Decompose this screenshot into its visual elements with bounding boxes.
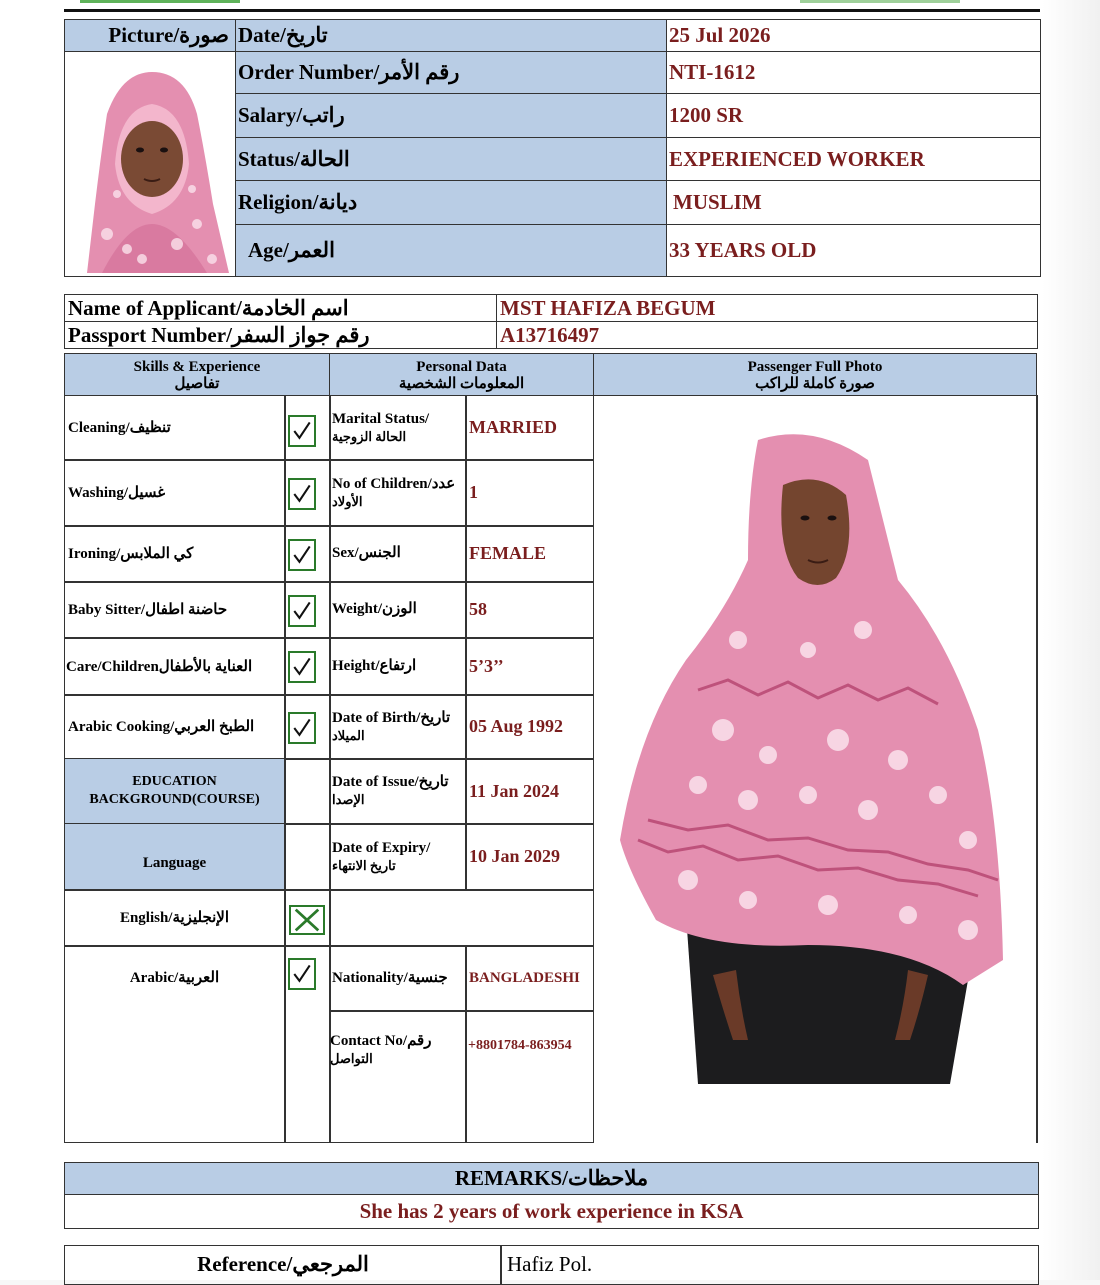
skill-label: Washing/غسيل bbox=[68, 485, 166, 501]
passport-label: Passport Number/رقم جواز السفر bbox=[65, 322, 497, 349]
label-line: تاريخ الانتهاء bbox=[332, 857, 396, 873]
religion-value: MUSLIM bbox=[667, 181, 1041, 225]
nationality-value: BANGLADESHI bbox=[469, 969, 580, 986]
date-label: Date/تاريخ bbox=[236, 20, 667, 52]
skill-label: Ironing/كي الملابس bbox=[68, 546, 194, 562]
weight-value: 58 bbox=[469, 599, 487, 619]
order-label: Order Number/رقم الأمر bbox=[236, 52, 667, 94]
age-value: 33 YEARS OLD bbox=[667, 225, 1041, 277]
top-rule bbox=[64, 9, 1040, 12]
grid-divider bbox=[465, 395, 467, 889]
expiry-label bbox=[332, 824, 465, 889]
arabic-label: Arabic/العربية bbox=[129, 969, 220, 986]
label-line: Contact No/رقم bbox=[330, 1033, 432, 1049]
check-icon bbox=[288, 595, 316, 627]
skills-header bbox=[64, 353, 330, 396]
applicant-full-photo bbox=[608, 400, 1036, 1090]
skill-label: Arabic Cooking/الطبخ العربي bbox=[68, 719, 255, 735]
height-value: 5’3’’ bbox=[469, 655, 504, 676]
label-line: الميلاد bbox=[332, 727, 365, 743]
cross-icon bbox=[289, 905, 325, 935]
personal-header bbox=[329, 353, 594, 396]
name-label: Name of Applicant/اسم الخادمة bbox=[65, 295, 497, 322]
check-icon bbox=[288, 539, 316, 571]
education-line1: EDUCATION bbox=[132, 774, 217, 789]
photo-header-ar: صورة كاملة للراكب bbox=[755, 376, 875, 392]
check-icon bbox=[288, 478, 316, 510]
religion-label: Religion/ديانة bbox=[236, 181, 667, 225]
nationality-label: Nationality/جنسية bbox=[332, 969, 448, 986]
language-label: Language bbox=[142, 855, 207, 871]
weight-label: Weight/الوزن bbox=[332, 601, 417, 617]
date-value: 25 Jul 2026 bbox=[667, 20, 1041, 52]
status-label: Status/الحالة bbox=[236, 138, 667, 181]
check-icon bbox=[288, 958, 316, 990]
marital-value: MARRIED bbox=[469, 417, 557, 437]
picture-label: Picture/صورة bbox=[65, 20, 236, 52]
label-line: التواصل bbox=[330, 1051, 373, 1066]
grid-divider bbox=[1036, 395, 1038, 1143]
applicant-portrait-photo bbox=[67, 54, 233, 273]
children-value: 1 bbox=[469, 482, 478, 502]
label-line: الأولاد bbox=[332, 493, 363, 509]
right-shadow bbox=[1042, 0, 1100, 1280]
salary-value: 1200 SR bbox=[667, 94, 1041, 138]
remarks-title: REMARKS/ملاحظات bbox=[64, 1162, 1039, 1195]
skill-label: Cleaning/تنظيف bbox=[68, 420, 171, 436]
reference-label: Reference/المرجعي bbox=[64, 1245, 502, 1285]
top-green-strip-right bbox=[800, 0, 960, 3]
row-line bbox=[329, 889, 594, 891]
skill-label: Care/Childrenالعناية بالأطفال bbox=[66, 658, 253, 675]
personal-header-en: Personal Data bbox=[416, 359, 507, 375]
label-line: الحالة الزوجية bbox=[332, 428, 407, 444]
education-label bbox=[65, 759, 284, 823]
check-icon bbox=[288, 712, 316, 744]
expiry-value: 10 Jan 2029 bbox=[469, 846, 561, 866]
issue-label bbox=[332, 759, 465, 823]
label-line: الإصدا bbox=[332, 792, 365, 807]
label-line: Date of Issue/تاريخ bbox=[332, 774, 449, 790]
check-icon bbox=[288, 415, 316, 447]
english-label: English/الإنجليزية bbox=[119, 910, 230, 926]
contact-value: +8801784-863954 bbox=[468, 1038, 572, 1053]
contact-label bbox=[330, 1030, 465, 1070]
issue-value: 11 Jan 2024 bbox=[469, 780, 560, 801]
top-green-strip bbox=[80, 0, 240, 3]
grid-divider bbox=[465, 945, 467, 1143]
applicant-table bbox=[64, 294, 1038, 349]
grid-divider bbox=[284, 395, 286, 1143]
sex-value: FEMALE bbox=[469, 543, 547, 563]
check-icon bbox=[288, 651, 316, 683]
skills-header-ar: تفاصيل bbox=[174, 376, 220, 392]
salary-label: Salary/راتب bbox=[236, 94, 667, 138]
passport-value: A13716497 bbox=[497, 322, 1038, 349]
skills-header-en: Skills & Experience bbox=[133, 359, 261, 375]
order-value: NTI-1612 bbox=[667, 52, 1041, 94]
marital-label bbox=[332, 396, 465, 459]
dob-label bbox=[332, 695, 465, 758]
row-line bbox=[329, 1010, 594, 1012]
remarks-text: She has 2 years of work experience in KSA bbox=[64, 1194, 1039, 1229]
label-line: Marital Status/ bbox=[332, 410, 430, 427]
height-label: Height/ارتفاع bbox=[332, 657, 417, 674]
photo-header bbox=[593, 353, 1037, 396]
reference-value: Hafiz Pol. bbox=[500, 1245, 1039, 1285]
children-label bbox=[332, 460, 465, 525]
dob-value: 05 Aug 1992 bbox=[469, 716, 564, 736]
skill-label: Baby Sitter/حاضنة اطفال bbox=[68, 602, 228, 618]
label-line: Date of Birth/تاريخ bbox=[332, 709, 451, 726]
status-value: EXPERIENCED WORKER bbox=[667, 138, 1041, 181]
name-value: MST HAFIZA BEGUM bbox=[497, 295, 1038, 322]
label-line: No of Children/عدد bbox=[332, 475, 456, 492]
personal-header-ar: المعلومات الشخصية bbox=[398, 376, 525, 392]
sex-label: Sex/الجنس bbox=[332, 545, 401, 561]
photo-header-en: Passenger Full Photo bbox=[747, 359, 883, 375]
label-line: Date of Expiry/ bbox=[332, 839, 431, 856]
education-line2: BACKGROUND(COURSE) bbox=[89, 792, 260, 807]
age-label: Age/العمر bbox=[236, 225, 667, 277]
row-line bbox=[64, 945, 330, 947]
